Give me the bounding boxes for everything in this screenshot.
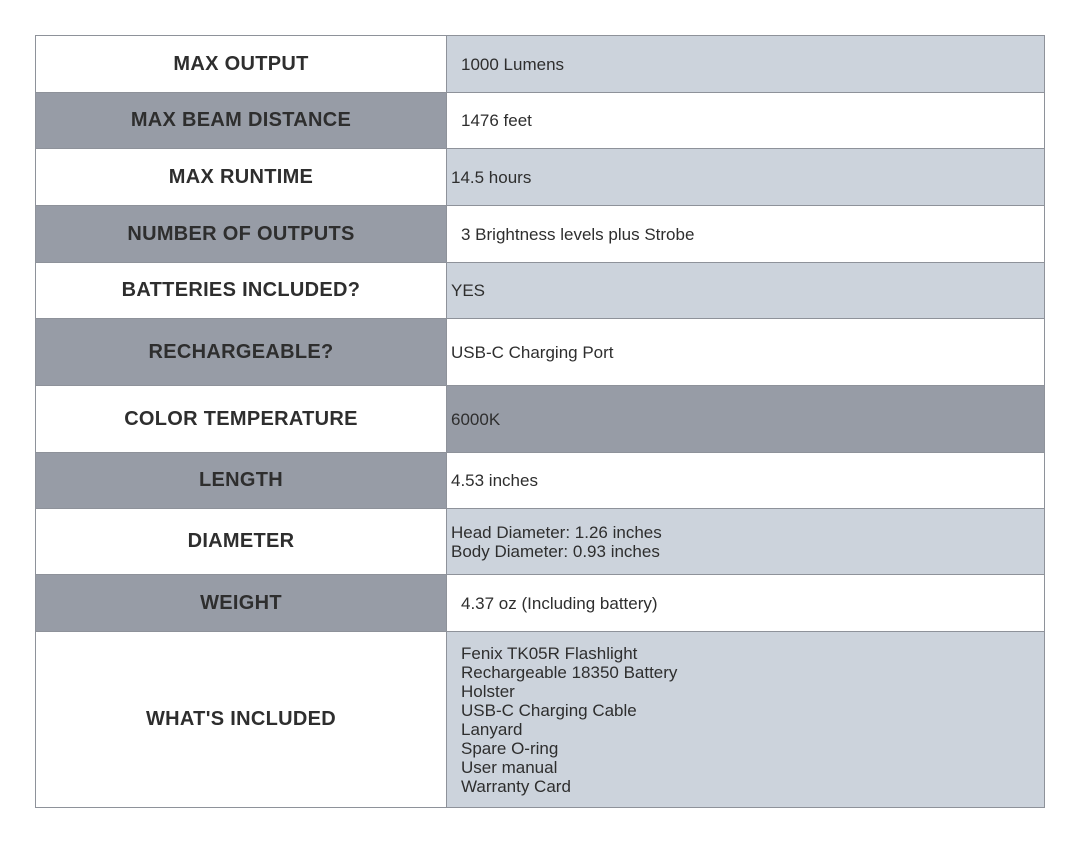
value-line: 1476 feet [461, 111, 532, 130]
value-line: Lanyard [461, 719, 523, 739]
value-line: Rechargeable 18350 Battery [461, 662, 678, 682]
spec-value [447, 206, 1045, 263]
value-line: User manual [461, 757, 558, 777]
value-line: Spare O-ring [461, 738, 559, 758]
spec-value [447, 36, 1045, 93]
value-line: Warranty Card [461, 776, 571, 796]
table-row [36, 319, 1045, 386]
spec-label: MAX RUNTIME [36, 149, 447, 206]
spec-value [447, 386, 1045, 453]
value-line: Fenix TK05R Flashlight [461, 643, 638, 663]
value-line: 1000 Lumens [461, 54, 565, 74]
spec-label: WHAT'S INCLUDED [36, 632, 447, 808]
spec-value [447, 263, 1045, 319]
spec-value [447, 149, 1045, 206]
table-row [36, 509, 1045, 575]
spec-value [447, 575, 1045, 632]
value-line: 3 Brightness levels plus Strobe [461, 224, 695, 244]
value-line: USB-C Charging Cable [461, 700, 637, 720]
spec-label: WEIGHT [36, 575, 447, 632]
spec-label: MAX BEAM DISTANCE [36, 93, 447, 149]
value-line: 14.5 hours [451, 167, 532, 187]
spec-value [447, 453, 1045, 509]
table-row [36, 206, 1045, 263]
value-line: Holster [461, 681, 515, 701]
spec-label: LENGTH [36, 453, 447, 509]
value-line: Body Diameter: 0.93 inches [451, 541, 660, 561]
table-row [36, 93, 1045, 149]
spec-label: BATTERIES INCLUDED? [36, 263, 447, 319]
table-row [36, 263, 1045, 319]
spec-value [447, 319, 1045, 386]
spec-table [35, 35, 1045, 808]
table-row [36, 386, 1045, 453]
table-row [36, 632, 1045, 808]
spec-label: NUMBER OF OUTPUTS [36, 206, 447, 263]
value-line: 4.53 inches [451, 471, 538, 490]
table-row [36, 149, 1045, 206]
value-line: USB-C Charging Port [451, 342, 614, 362]
spec-value [447, 509, 1045, 575]
table-row [36, 575, 1045, 632]
spec-value [447, 632, 1045, 808]
spec-label: COLOR TEMPERATURE [36, 386, 447, 453]
table-row [36, 453, 1045, 509]
spec-label: RECHARGEABLE? [36, 319, 447, 386]
value-line: 4.37 oz (Including battery) [461, 593, 658, 613]
spec-label: DIAMETER [36, 509, 447, 575]
value-line: YES [451, 281, 486, 300]
table-row [36, 36, 1045, 93]
value-line: Head Diameter: 1.26 inches [451, 522, 662, 542]
value-line: 6000K [451, 409, 501, 429]
spec-label: MAX OUTPUT [36, 36, 447, 93]
spec-value [447, 93, 1045, 149]
